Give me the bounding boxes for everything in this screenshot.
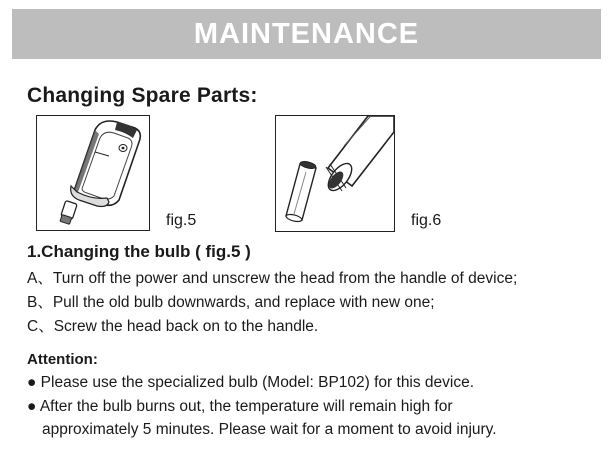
attention-bullet-1: ● Please use the specialized bulb (Model: BP102) for this device. [27,374,475,391]
figure-5-image [36,115,150,231]
section-title: Changing Spare Parts: [27,84,258,107]
page-title: MAINTENANCE [193,17,420,50]
device-head-bulb-illustration [37,116,149,230]
step-b: B、Pull the old bulb downwards, and replace with new one; [27,294,435,311]
header-banner [12,9,601,59]
attention-bullet-2: ● After the bulb burns out, the temperature will remain high for [27,398,453,415]
step-a: A、Turn off the power and unscrew the head from the handle of device; [27,270,518,287]
figure-6-image [275,115,395,232]
handle-and-bulb-illustration [276,116,394,231]
figure-6-label: fig.6 [411,212,442,229]
step-c: C、Screw the head back on to the handle. [27,318,319,335]
attention-heading: Attention: [27,351,98,368]
attention-bullet-2-continuation: approximately 5 minutes. Please wait for a moment to avoid injury. [42,421,497,438]
bulb-section-title: 1.Changing the bulb ( fig.5 ) [27,242,251,261]
figure-5-label: fig.5 [166,212,197,229]
